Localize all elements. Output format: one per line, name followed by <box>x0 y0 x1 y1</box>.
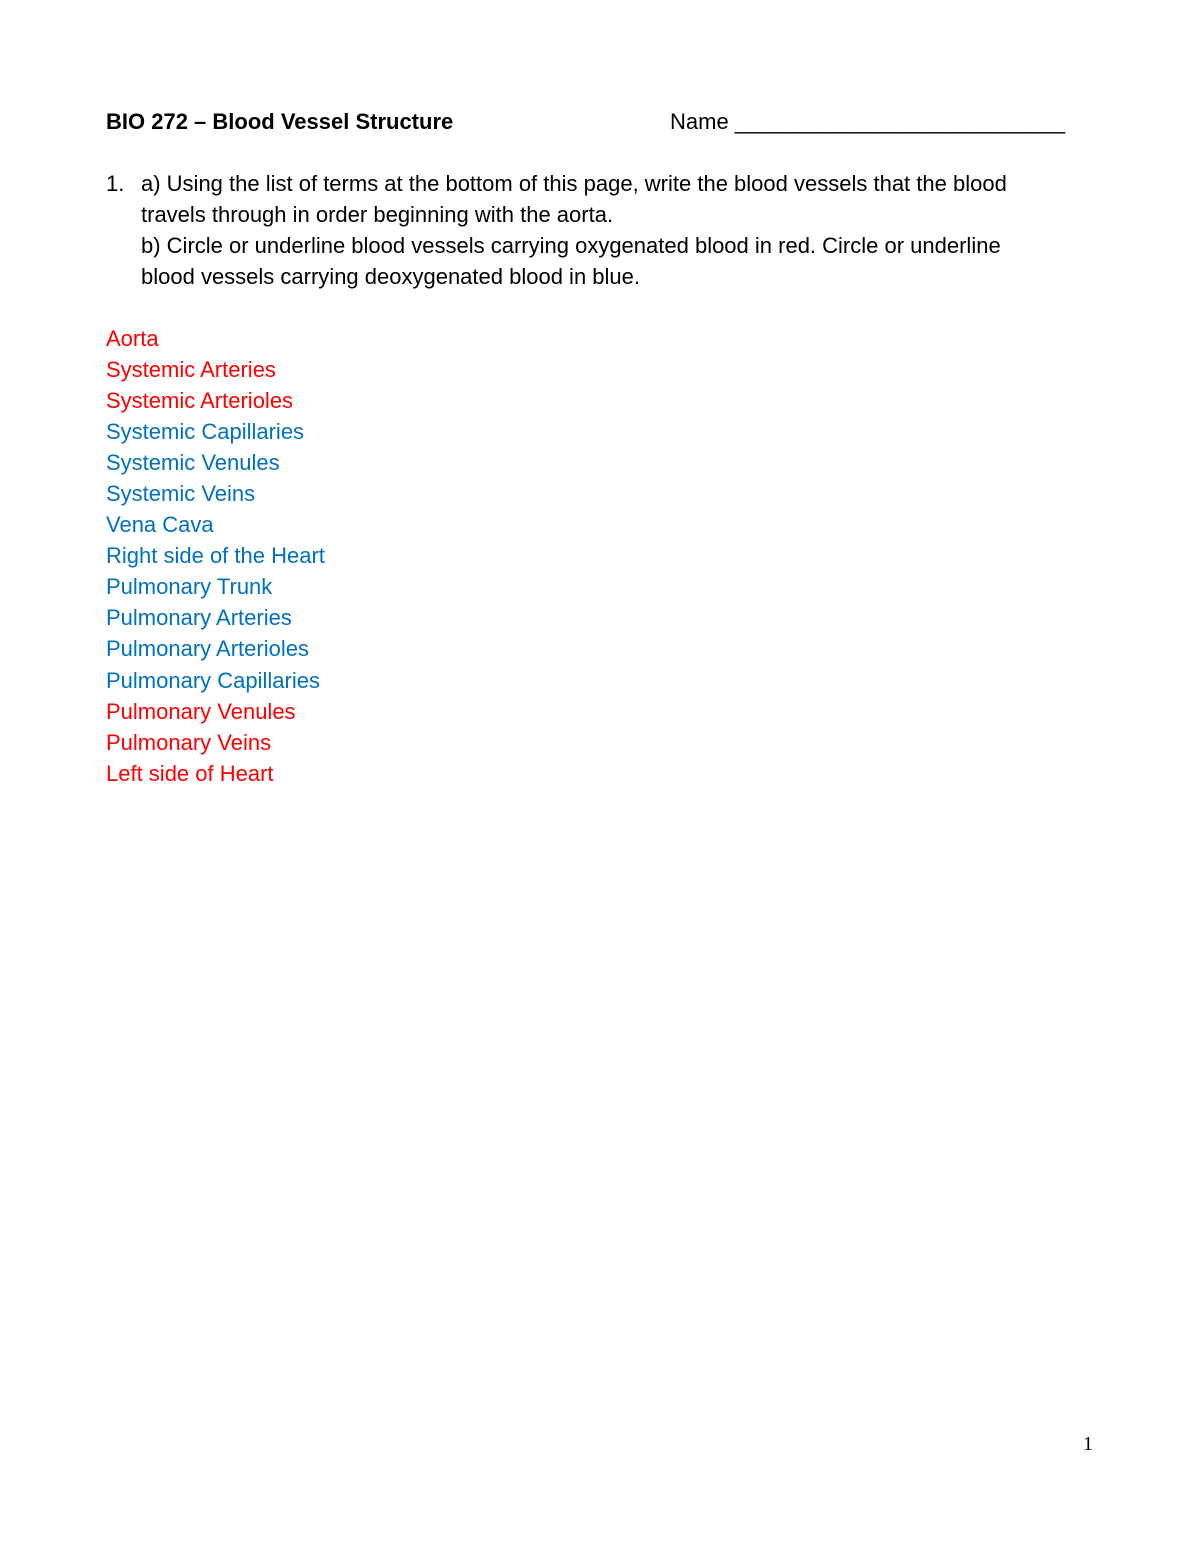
term-item: Systemic Arterioles <box>106 388 294 414</box>
term-item: Aorta <box>106 326 159 351</box>
term-item: Systemic Veins <box>106 481 256 507</box>
term-item: Pulmonary Veins <box>106 729 272 755</box>
term-item: Systemic Arteries <box>106 357 276 383</box>
question-number: 1. <box>106 171 125 196</box>
page-number: 1 <box>1083 1433 1093 1455</box>
question-line: blood vessels carrying deoxygenated blood in blue. <box>141 264 640 289</box>
question-line: b) Circle or underline blood vessels carrying oxygenated blood in red. Circle or underline <box>141 233 1001 258</box>
question-1 <box>106 168 1096 292</box>
term-item: Pulmonary Arterioles <box>106 636 309 662</box>
term-item: Pulmonary Capillaries <box>106 667 320 693</box>
term-item: Systemic Capillaries <box>106 419 305 445</box>
term-item: Left side of Heart <box>106 760 274 786</box>
term-item: Pulmonary Trunk <box>106 574 273 600</box>
term-item: Pulmonary Arteries <box>106 605 292 631</box>
question-body <box>141 168 1096 292</box>
name-field: Name ___________________________ <box>670 109 1066 134</box>
blood-vessel-term-list <box>106 323 325 789</box>
question-line: a) Using the list of terms at the bottom of this page, write the blood vessels that the blood <box>141 171 1007 196</box>
page-title: BIO 272 – Blood Vessel Structure <box>106 109 454 134</box>
term-item: Right side of the Heart <box>106 543 325 569</box>
question-line: travels through in order beginning with the aorta. <box>141 202 614 227</box>
term-item: Pulmonary Venules <box>106 698 296 724</box>
term-item: Vena Cava <box>106 512 214 538</box>
term-item: Systemic Venules <box>106 450 280 476</box>
